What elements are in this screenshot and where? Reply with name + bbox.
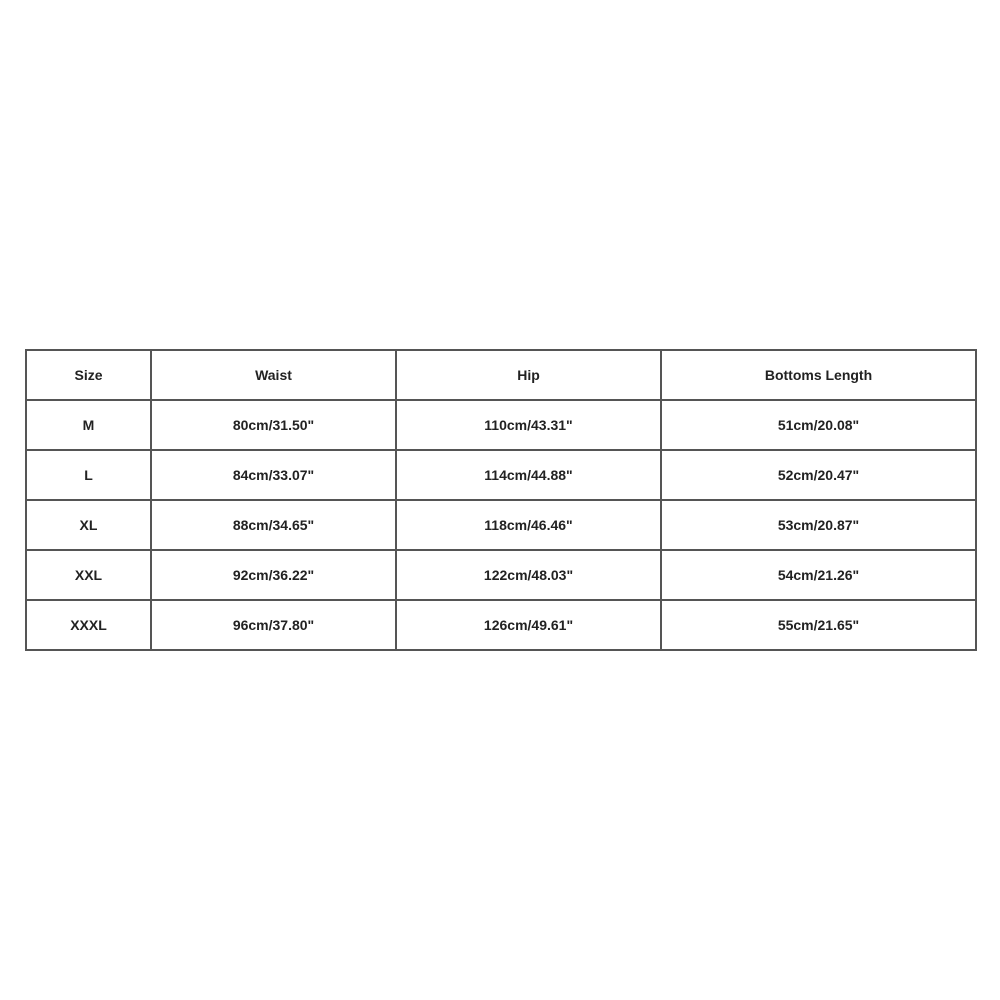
cell-size: XL [26,500,151,550]
table-row [26,500,976,550]
cell-waist: 80cm/31.50" [151,400,396,450]
table-row [26,550,976,600]
cell-hip: 118cm/46.46" [396,500,661,550]
cell-waist: 84cm/33.07" [151,450,396,500]
cell-size: XXL [26,550,151,600]
cell-hip: 114cm/44.88" [396,450,661,500]
table-row [26,450,976,500]
cell-hip: 126cm/49.61" [396,600,661,650]
table-row [26,400,976,450]
cell-bottoms-length: 53cm/20.87" [661,500,976,550]
cell-bottoms-length: 51cm/20.08" [661,400,976,450]
cell-size: M [26,400,151,450]
cell-hip: 122cm/48.03" [396,550,661,600]
header-bottoms-length: Bottoms Length [661,350,976,400]
cell-bottoms-length: 54cm/21.26" [661,550,976,600]
cell-bottoms-length: 55cm/21.65" [661,600,976,650]
cell-waist: 92cm/36.22" [151,550,396,600]
cell-waist: 88cm/34.65" [151,500,396,550]
cell-size: XXXL [26,600,151,650]
cell-bottoms-length: 52cm/20.47" [661,450,976,500]
header-hip: Hip [396,350,661,400]
header-waist: Waist [151,350,396,400]
header-size: Size [26,350,151,400]
cell-hip: 110cm/43.31" [396,400,661,450]
cell-waist: 96cm/37.80" [151,600,396,650]
size-chart-table [25,349,977,651]
header-row [26,350,976,400]
cell-size: L [26,450,151,500]
table-row [26,600,976,650]
